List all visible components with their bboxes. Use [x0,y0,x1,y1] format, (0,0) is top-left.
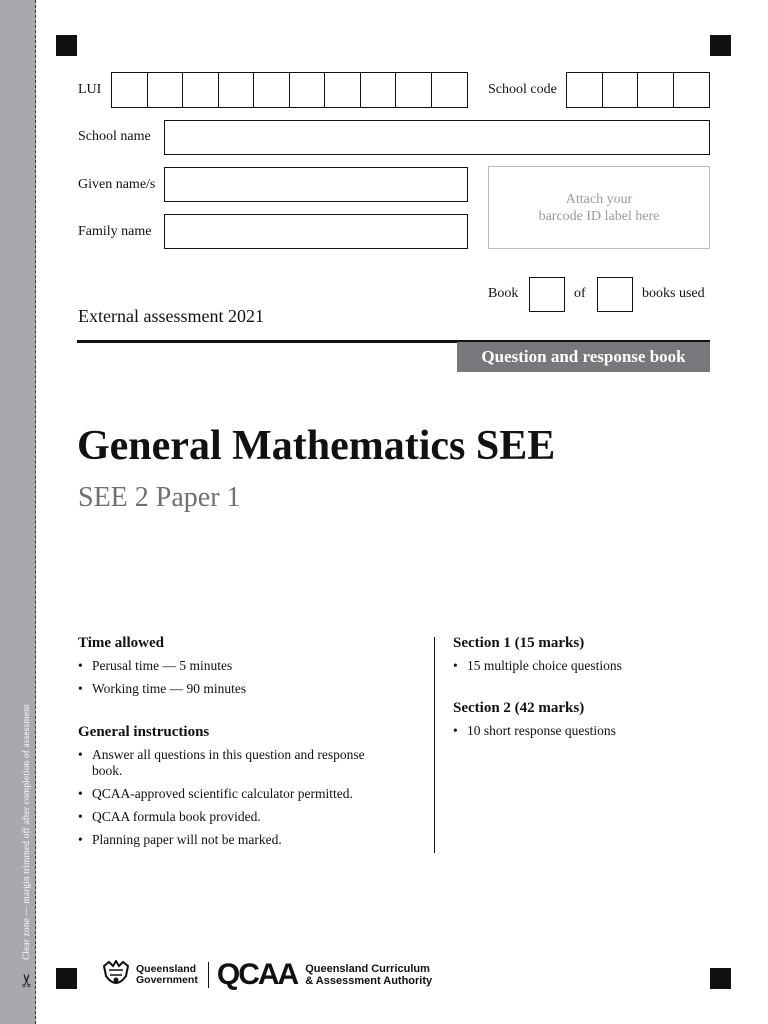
barcode-text-line-1: Attach your [565,191,633,207]
qcaa-line-1: Queensland Curriculum [305,963,430,975]
margin-note: Clear zone — margin trimmed off after completion of assessment [22,704,32,960]
book-type-banner: Question and response book [457,342,710,372]
queensland-crest-icon [100,960,132,990]
list-item: • Working time — 90 minutes [78,681,408,697]
books-used-label: books used [642,286,705,301]
section-1-block [453,635,710,681]
registration-mark-top-left [56,35,77,56]
list-item: • QCAA formula book provided. [78,809,378,825]
registration-mark-bottom-left [56,968,77,989]
footer-logos [100,958,432,992]
time-allowed-block [78,635,408,704]
column-divider [434,637,435,853]
school-name-field[interactable] [164,120,710,155]
gov-line-2: Government [136,974,198,986]
books-total-field[interactable] [597,277,633,312]
section-1-heading: Section 1 (15 marks) [453,635,585,651]
list-item: • Planning paper will not be marked. [78,832,378,848]
general-instructions-block [78,724,378,855]
gov-line-1: Queensland [136,963,197,975]
qcaa-full-name [305,963,432,987]
general-instructions-heading: General instructions [78,724,210,740]
queensland-government-text [136,964,198,986]
logo-separator [208,962,209,988]
of-label: of [574,286,586,301]
book-number-field[interactable] [529,277,565,312]
section-2-block [453,700,710,746]
list-item: • Perusal time — 5 minutes [78,658,408,674]
school-code-label: School code [488,82,557,97]
qcaa-line-2: & Assessment Authority [305,975,433,987]
assessment-year: External assessment 2021 [78,306,264,326]
barcode-text-line-2: barcode ID label here [538,208,660,224]
given-names-field[interactable] [164,167,468,202]
lui-field[interactable] [111,72,468,108]
scissors-icon: ✂ [17,972,38,989]
time-allowed-heading: Time allowed [78,635,164,651]
lui-label: LUI [78,82,102,97]
family-name-field[interactable] [164,214,468,249]
page-title: General Mathematics SEE [77,423,556,469]
barcode-label-area [488,166,710,249]
qcaa-logo: QCAA [216,958,298,991]
school-name-label: School name [78,129,151,144]
section-2-heading: Section 2 (42 marks) [453,700,585,716]
school-code-field[interactable] [566,72,710,108]
registration-mark-bottom-right [710,968,731,989]
book-label: Book [488,286,519,301]
family-name-label: Family name [78,224,152,239]
cut-line [35,0,36,1024]
list-item: • QCAA-approved scientific calculator permitted. [78,786,378,802]
registration-mark-top-right [710,35,731,56]
list-item: • 10 short response questions [453,723,710,739]
given-names-label: Given name/s [78,177,156,192]
list-item: • Answer all questions in this question and response book. [78,747,378,779]
list-item: • 15 multiple choice questions [453,658,710,674]
paper-subtitle: SEE 2 Paper 1 [78,482,241,513]
